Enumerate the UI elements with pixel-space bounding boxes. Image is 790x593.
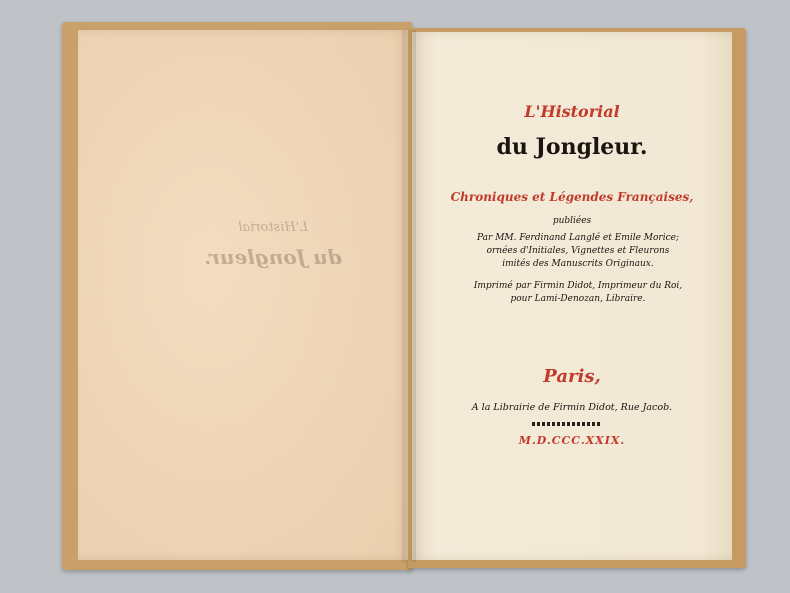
printer-line: Imprimé par Firmin Didot, Imprimeur du Roi, bbox=[473, 281, 683, 291]
authors-line: imités des Manuscrits Originaux. bbox=[502, 259, 654, 269]
authors-line: ornées d'Initiales, Vignettes et Fleurons bbox=[486, 246, 670, 256]
title-page bbox=[412, 32, 732, 560]
title-line-2: du Jongleur. bbox=[496, 134, 648, 160]
printer-line: pour Lami-Denozan, Libraire. bbox=[510, 294, 646, 304]
bleed-line-2: du Jongleur. bbox=[204, 245, 342, 269]
ornament-rule bbox=[532, 422, 602, 426]
left-page bbox=[78, 30, 408, 560]
open-book bbox=[62, 20, 746, 572]
authors-paragraph bbox=[442, 232, 714, 271]
bleed-through-text bbox=[198, 220, 348, 269]
bleed-line-1: L'Historial bbox=[238, 220, 308, 235]
authors-line: Par MM. Ferdinand Langlé et Emile Morice; bbox=[477, 233, 679, 243]
subtitle: Chroniques et Légendes Françaises, bbox=[450, 190, 694, 204]
year: M.D.CCC.XXIX. bbox=[518, 434, 626, 447]
address: A la Librairie de Firmin Didot, Rue Jacob. bbox=[471, 402, 673, 413]
published-label: publiées bbox=[552, 216, 592, 226]
city: Paris, bbox=[543, 366, 601, 387]
printer-paragraph bbox=[442, 280, 714, 306]
title-line-1: L'Historial bbox=[524, 102, 620, 121]
